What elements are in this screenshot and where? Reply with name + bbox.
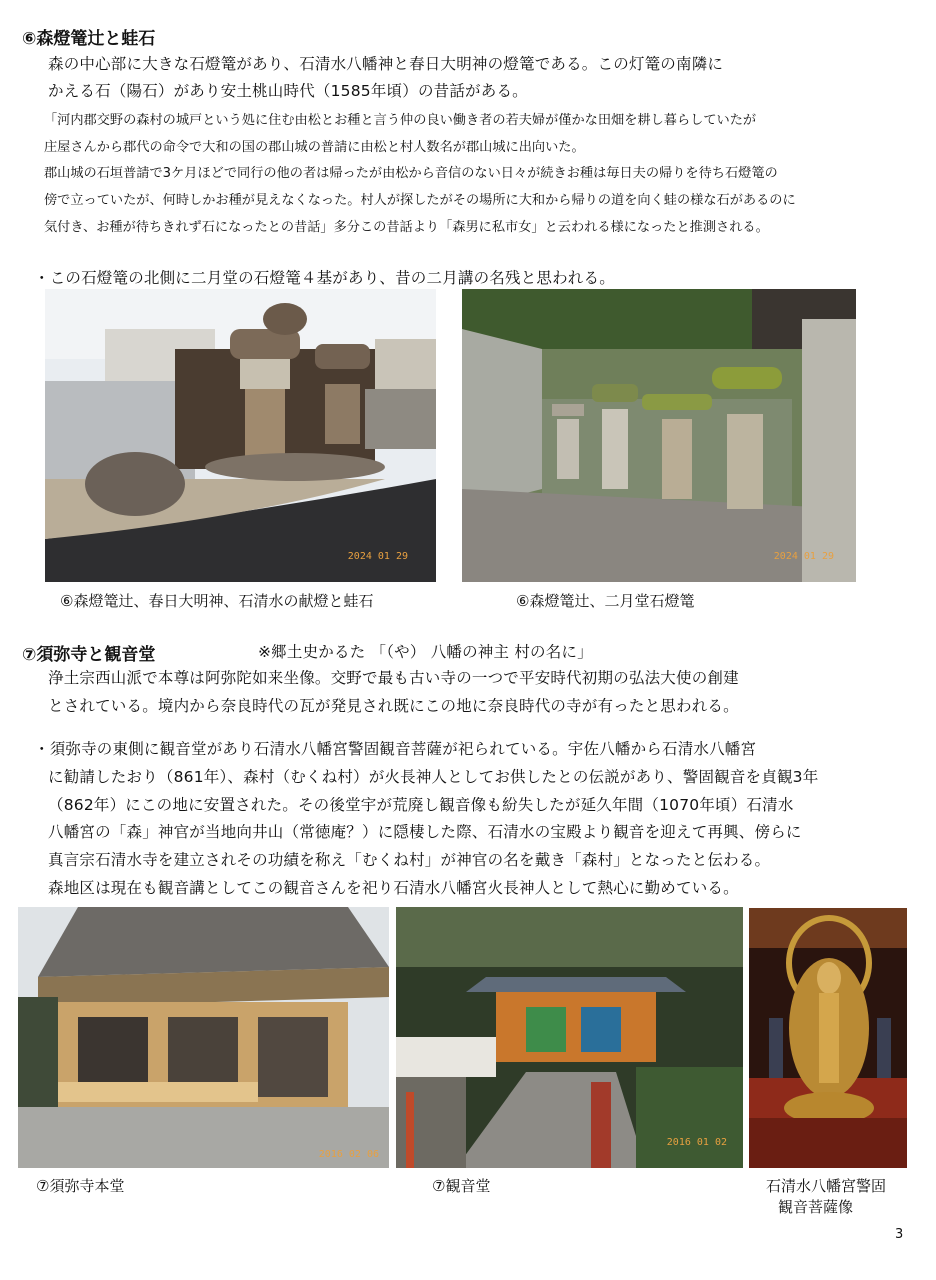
section7-para-line-1: 浄土宗西山派で本尊は阿弥陀如来坐像。交野で最も古い寺の一つで平安時代初期の弘法大使の創建 (48, 669, 739, 687)
photo-caption-kannon-statue-2: 観音菩薩像 (778, 1198, 854, 1216)
kannon-statue-photo (749, 908, 907, 1168)
photo-caption-kannondo: ⑦観音堂 (432, 1177, 491, 1195)
shumiji-main-hall-photo (18, 907, 389, 1168)
section6-story-line-2: 庄屋さんから郡代の命令で大和の国の郡山城の普請に由松と村人数名が郡山城に出向いた。 (44, 140, 585, 155)
section6-story-line-4: 傍で立っていたが、何時しかお種が見えなくなった。村人が探したがその場所に大和から帰りの道を向く蛙の様な石があるのに (44, 193, 796, 208)
section7-para2-line-4: 八幡宮の「森」神官が当地向井山（常徳庵？）に隠棲した際、石清水の宝殿より観音を迎えて再興、傍らに (48, 823, 802, 841)
stone-lantern-crossroads-photo (45, 289, 436, 582)
section7-para2-line-6: 森地区は現在も観音講としてこの観音さんを祀り石清水八幡宮火長神人として熱心に勤めている。 (48, 879, 739, 897)
section6-para-line-2: かえる石（陽石）があり安土桃山時代（1585年頃）の昔話がある。 (48, 82, 528, 100)
section6-heading: ⑥森燈篭辻と蛙石 (22, 29, 156, 49)
section7-para-line-2: とされている。境内から奈良時代の瓦が発見され既にこの地に奈良時代の寺が有ったと思われる。 (48, 697, 739, 715)
section7-para2-line-3: （862年）にこの地に安置された。その後堂宇が荒廃し観音像も紛失したが延久年間（1070年頃）石清水 (48, 796, 794, 814)
section6-story-line-1: 「河内郡交野の森村の城戸という処に住む由松とお種と言う仲の良い働き者の若夫婦が僅かな田畑を耕し暮らしていたが (44, 113, 757, 128)
photo-date-stamp: 2024 01 29 (347, 551, 408, 562)
kannondo-photo (396, 907, 743, 1168)
photo-caption-lanterns: ⑥森燈篭辻、春日大明神、石清水の献燈と蛙石 (60, 592, 374, 610)
nigatsudo-lanterns-photo (462, 289, 856, 582)
photo-date-stamp: 2024 01 29 (773, 551, 834, 562)
section6-note: ・この石燈篭の北側に二月堂の石燈篭４基があり、昔の二月講の名残と思われる。 (34, 269, 615, 287)
photo-caption-main-hall: ⑦須弥寺本堂 (36, 1177, 125, 1195)
section6-story-line-5: 気付き、お種が待ちきれず石になったとの昔話」多分この昔話より「森男に私市女」と云われる様になったと推測される。 (44, 220, 769, 235)
section7-karuta: ※郷土史かるた 「（や） 八幡の神主 村の名に」 (258, 643, 593, 661)
photo-date-stamp: 2016 02 06 (318, 1149, 379, 1160)
section6-story-line-3: 郡山城の石垣普請で3ケ月ほどで同行の他の者は帰ったが由松から音信のない日々が続きお種は毎日夫の帰りを待ち石燈篭の (44, 166, 778, 181)
section7-para2-line-1: ・須弥寺の東側に観音堂があり石清水八幡宮警固観音菩薩が祀られている。宇佐八幡から石清水八幡宮 (34, 740, 757, 758)
page-number: 3 (895, 1227, 904, 1242)
section7-para2-line-5: 真言宗石清水寺を建立されその功績を称え「むくね村」が神官の名を戴き「森村」となったと伝わる。 (48, 851, 771, 869)
photo-caption-kannon-statue-1: 石清水八幡宮警固 (766, 1177, 887, 1195)
section6-para-line-1: 森の中心部に大きな石燈篭があり、石清水八幡神と春日大明神の燈篭である。この灯篭の南隣に (48, 55, 724, 73)
section7-heading: ⑦須弥寺と観音堂 (22, 645, 156, 665)
photo-caption-nigatsudo: ⑥森燈篭辻、二月堂石燈篭 (516, 592, 695, 610)
section7-para2-line-2: に勧請したおり（861年）、森村（むくね村）が火長神人としてお供したとの伝説があり、警固観音を貞観3年 (48, 768, 819, 786)
photo-date-stamp: 2016 01 02 (666, 1137, 727, 1148)
